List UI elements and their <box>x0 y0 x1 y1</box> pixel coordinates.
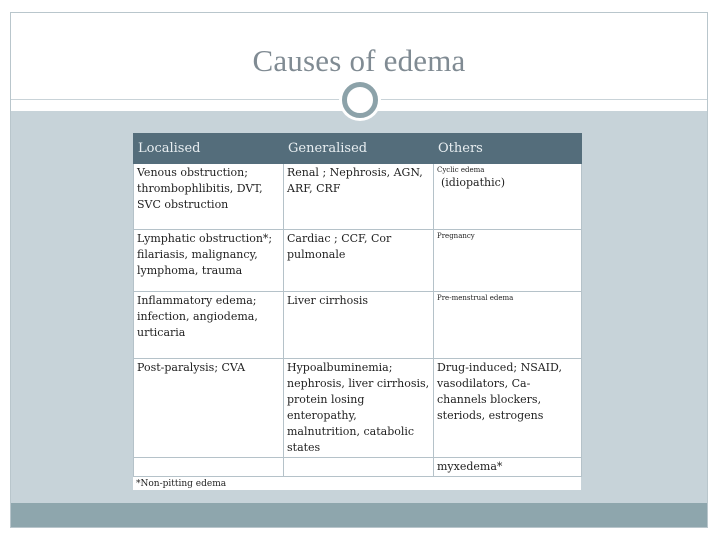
others-label: Cyclic edema <box>437 166 485 174</box>
decorative-ring-icon <box>342 82 378 118</box>
causes-table-container <box>133 133 581 490</box>
cell-generalised: Cardiac ; CCF, Cor pulmonale <box>284 230 434 292</box>
cell-localised: Inflammatory edema; infection, angiodema, urticaria <box>134 292 284 359</box>
table-row <box>134 230 582 292</box>
cell-others: Drug-induced; NSAID, vasodilators, Ca-channels blockers, steriods, estrogens <box>434 359 582 458</box>
bottom-bar <box>11 503 707 527</box>
footnote: *Non-pitting edema <box>136 479 227 489</box>
cell-others <box>434 164 582 230</box>
table-row <box>134 292 582 359</box>
cell-localised: Post-paralysis; CVA <box>134 359 284 458</box>
cell-localised <box>134 458 284 477</box>
table-row <box>134 359 582 458</box>
header-generalised: Generalised <box>284 134 434 164</box>
cell-generalised: Liver cirrhosis <box>284 292 434 359</box>
cell-others: Pre-menstrual edema <box>434 292 582 359</box>
cell-localised: Lymphatic obstruction*; filariasis, malignancy, lymphoma, trauma <box>134 230 284 292</box>
causes-table <box>133 133 582 477</box>
table-row <box>134 164 582 230</box>
header-others: Others <box>434 134 582 164</box>
cell-generalised <box>284 458 434 477</box>
cell-others: myxedema* <box>434 458 582 477</box>
cell-localised: Venous obstruction; thrombophlibitis, DVT, SVC obstruction <box>134 164 284 230</box>
others-detail: (idiopathic) <box>441 176 506 189</box>
slide-title: Causes of edema <box>252 43 466 78</box>
cell-generalised: Hypoalbuminemia; nephrosis, liver cirrhosis, protein losing enteropathy, malnutrition, catabolic states <box>284 359 434 458</box>
table-header-row <box>134 134 582 164</box>
cell-generalised: Renal ; Nephrosis, AGN, ARF, CRF <box>284 164 434 230</box>
header-localised: Localised <box>134 134 284 164</box>
table-row <box>134 458 582 477</box>
cell-others: Pregnancy <box>434 230 582 292</box>
